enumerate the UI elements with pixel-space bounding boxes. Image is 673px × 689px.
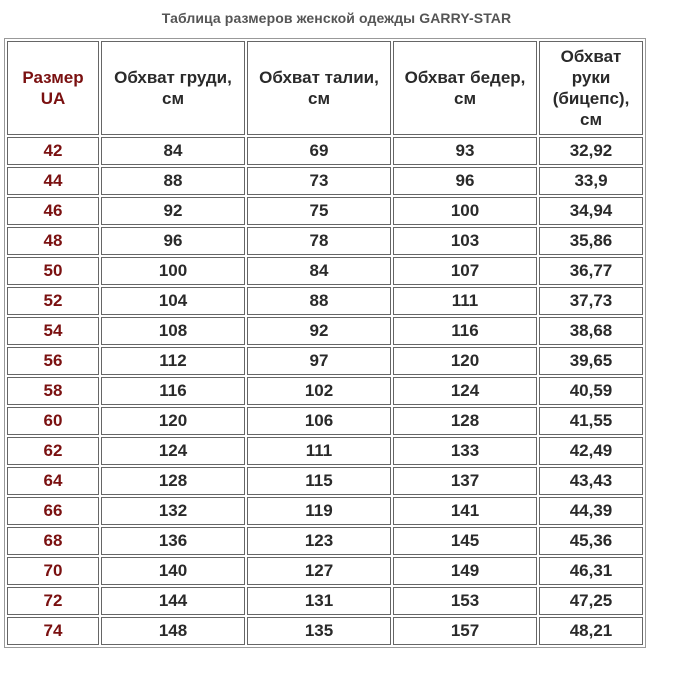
cell-waist: 106 [247, 407, 391, 435]
cell-hips: 145 [393, 527, 537, 555]
cell-chest: 148 [101, 617, 245, 645]
cell-arm: 37,73 [539, 287, 643, 315]
table-row [7, 527, 643, 555]
table-row [7, 437, 643, 465]
cell-hips: 124 [393, 377, 537, 405]
cell-arm: 46,31 [539, 557, 643, 585]
cell-waist: 127 [247, 557, 391, 585]
cell-hips: 137 [393, 467, 537, 495]
cell-waist: 102 [247, 377, 391, 405]
cell-waist: 115 [247, 467, 391, 495]
cell-hips: 120 [393, 347, 537, 375]
header-waist: Обхват талии, см [247, 41, 391, 135]
cell-hips: 157 [393, 617, 537, 645]
cell-size: 72 [7, 587, 99, 615]
cell-waist: 84 [247, 257, 391, 285]
table-row [7, 317, 643, 345]
cell-arm: 39,65 [539, 347, 643, 375]
cell-chest: 84 [101, 137, 245, 165]
cell-waist: 111 [247, 437, 391, 465]
cell-chest: 88 [101, 167, 245, 195]
cell-hips: 128 [393, 407, 537, 435]
cell-hips: 141 [393, 497, 537, 525]
cell-chest: 104 [101, 287, 245, 315]
cell-waist: 119 [247, 497, 391, 525]
cell-arm: 41,55 [539, 407, 643, 435]
cell-waist: 69 [247, 137, 391, 165]
cell-size: 60 [7, 407, 99, 435]
cell-size: 70 [7, 557, 99, 585]
cell-size: 66 [7, 497, 99, 525]
table-caption: Таблица размеров женской одежды GARRY-STAR [161, 10, 512, 26]
cell-arm: 45,36 [539, 527, 643, 555]
table-row [7, 197, 643, 225]
cell-hips: 133 [393, 437, 537, 465]
cell-waist: 97 [247, 347, 391, 375]
table-body [7, 137, 643, 645]
cell-waist: 73 [247, 167, 391, 195]
cell-waist: 131 [247, 587, 391, 615]
cell-chest: 108 [101, 317, 245, 345]
cell-size: 62 [7, 437, 99, 465]
cell-waist: 78 [247, 227, 391, 255]
header-arm: Обхват руки (бицепс), см [539, 41, 643, 135]
cell-chest: 96 [101, 227, 245, 255]
cell-size: 44 [7, 167, 99, 195]
cell-hips: 96 [393, 167, 537, 195]
cell-size: 52 [7, 287, 99, 315]
cell-waist: 135 [247, 617, 391, 645]
table-row [7, 587, 643, 615]
cell-chest: 120 [101, 407, 245, 435]
cell-waist: 88 [247, 287, 391, 315]
cell-size: 58 [7, 377, 99, 405]
cell-arm: 44,39 [539, 497, 643, 525]
cell-hips: 93 [393, 137, 537, 165]
cell-size: 50 [7, 257, 99, 285]
table-row [7, 617, 643, 645]
cell-waist: 92 [247, 317, 391, 345]
cell-arm: 35,86 [539, 227, 643, 255]
cell-size: 48 [7, 227, 99, 255]
table-row [7, 377, 643, 405]
cell-arm: 40,59 [539, 377, 643, 405]
cell-arm: 42,49 [539, 437, 643, 465]
cell-arm: 34,94 [539, 197, 643, 225]
cell-waist: 123 [247, 527, 391, 555]
cell-chest: 124 [101, 437, 245, 465]
cell-hips: 107 [393, 257, 537, 285]
table-row [7, 257, 643, 285]
cell-arm: 32,92 [539, 137, 643, 165]
header-chest: Обхват груди, см [101, 41, 245, 135]
size-chart-table [4, 38, 646, 648]
cell-size: 68 [7, 527, 99, 555]
cell-size: 64 [7, 467, 99, 495]
cell-size: 42 [7, 137, 99, 165]
table-row [7, 467, 643, 495]
header-size: Размер UA [7, 41, 99, 135]
cell-chest: 112 [101, 347, 245, 375]
cell-waist: 75 [247, 197, 391, 225]
cell-hips: 103 [393, 227, 537, 255]
cell-arm: 33,9 [539, 167, 643, 195]
cell-chest: 136 [101, 527, 245, 555]
cell-arm: 48,21 [539, 617, 643, 645]
cell-size: 46 [7, 197, 99, 225]
table-row [7, 407, 643, 435]
header-hips: Обхват бедер, см [393, 41, 537, 135]
table-row [7, 137, 643, 165]
table-row [7, 497, 643, 525]
cell-arm: 38,68 [539, 317, 643, 345]
cell-arm: 43,43 [539, 467, 643, 495]
cell-chest: 116 [101, 377, 245, 405]
cell-hips: 100 [393, 197, 537, 225]
cell-hips: 111 [393, 287, 537, 315]
cell-arm: 36,77 [539, 257, 643, 285]
cell-hips: 116 [393, 317, 537, 345]
table-row [7, 227, 643, 255]
cell-hips: 149 [393, 557, 537, 585]
cell-size: 56 [7, 347, 99, 375]
cell-hips: 153 [393, 587, 537, 615]
cell-size: 54 [7, 317, 99, 345]
cell-chest: 92 [101, 197, 245, 225]
cell-size: 74 [7, 617, 99, 645]
table-row [7, 287, 643, 315]
cell-chest: 140 [101, 557, 245, 585]
table-row [7, 167, 643, 195]
cell-chest: 132 [101, 497, 245, 525]
cell-chest: 128 [101, 467, 245, 495]
cell-chest: 100 [101, 257, 245, 285]
table-row [7, 347, 643, 375]
cell-chest: 144 [101, 587, 245, 615]
table-header-row [7, 41, 643, 135]
cell-arm: 47,25 [539, 587, 643, 615]
table-row [7, 557, 643, 585]
